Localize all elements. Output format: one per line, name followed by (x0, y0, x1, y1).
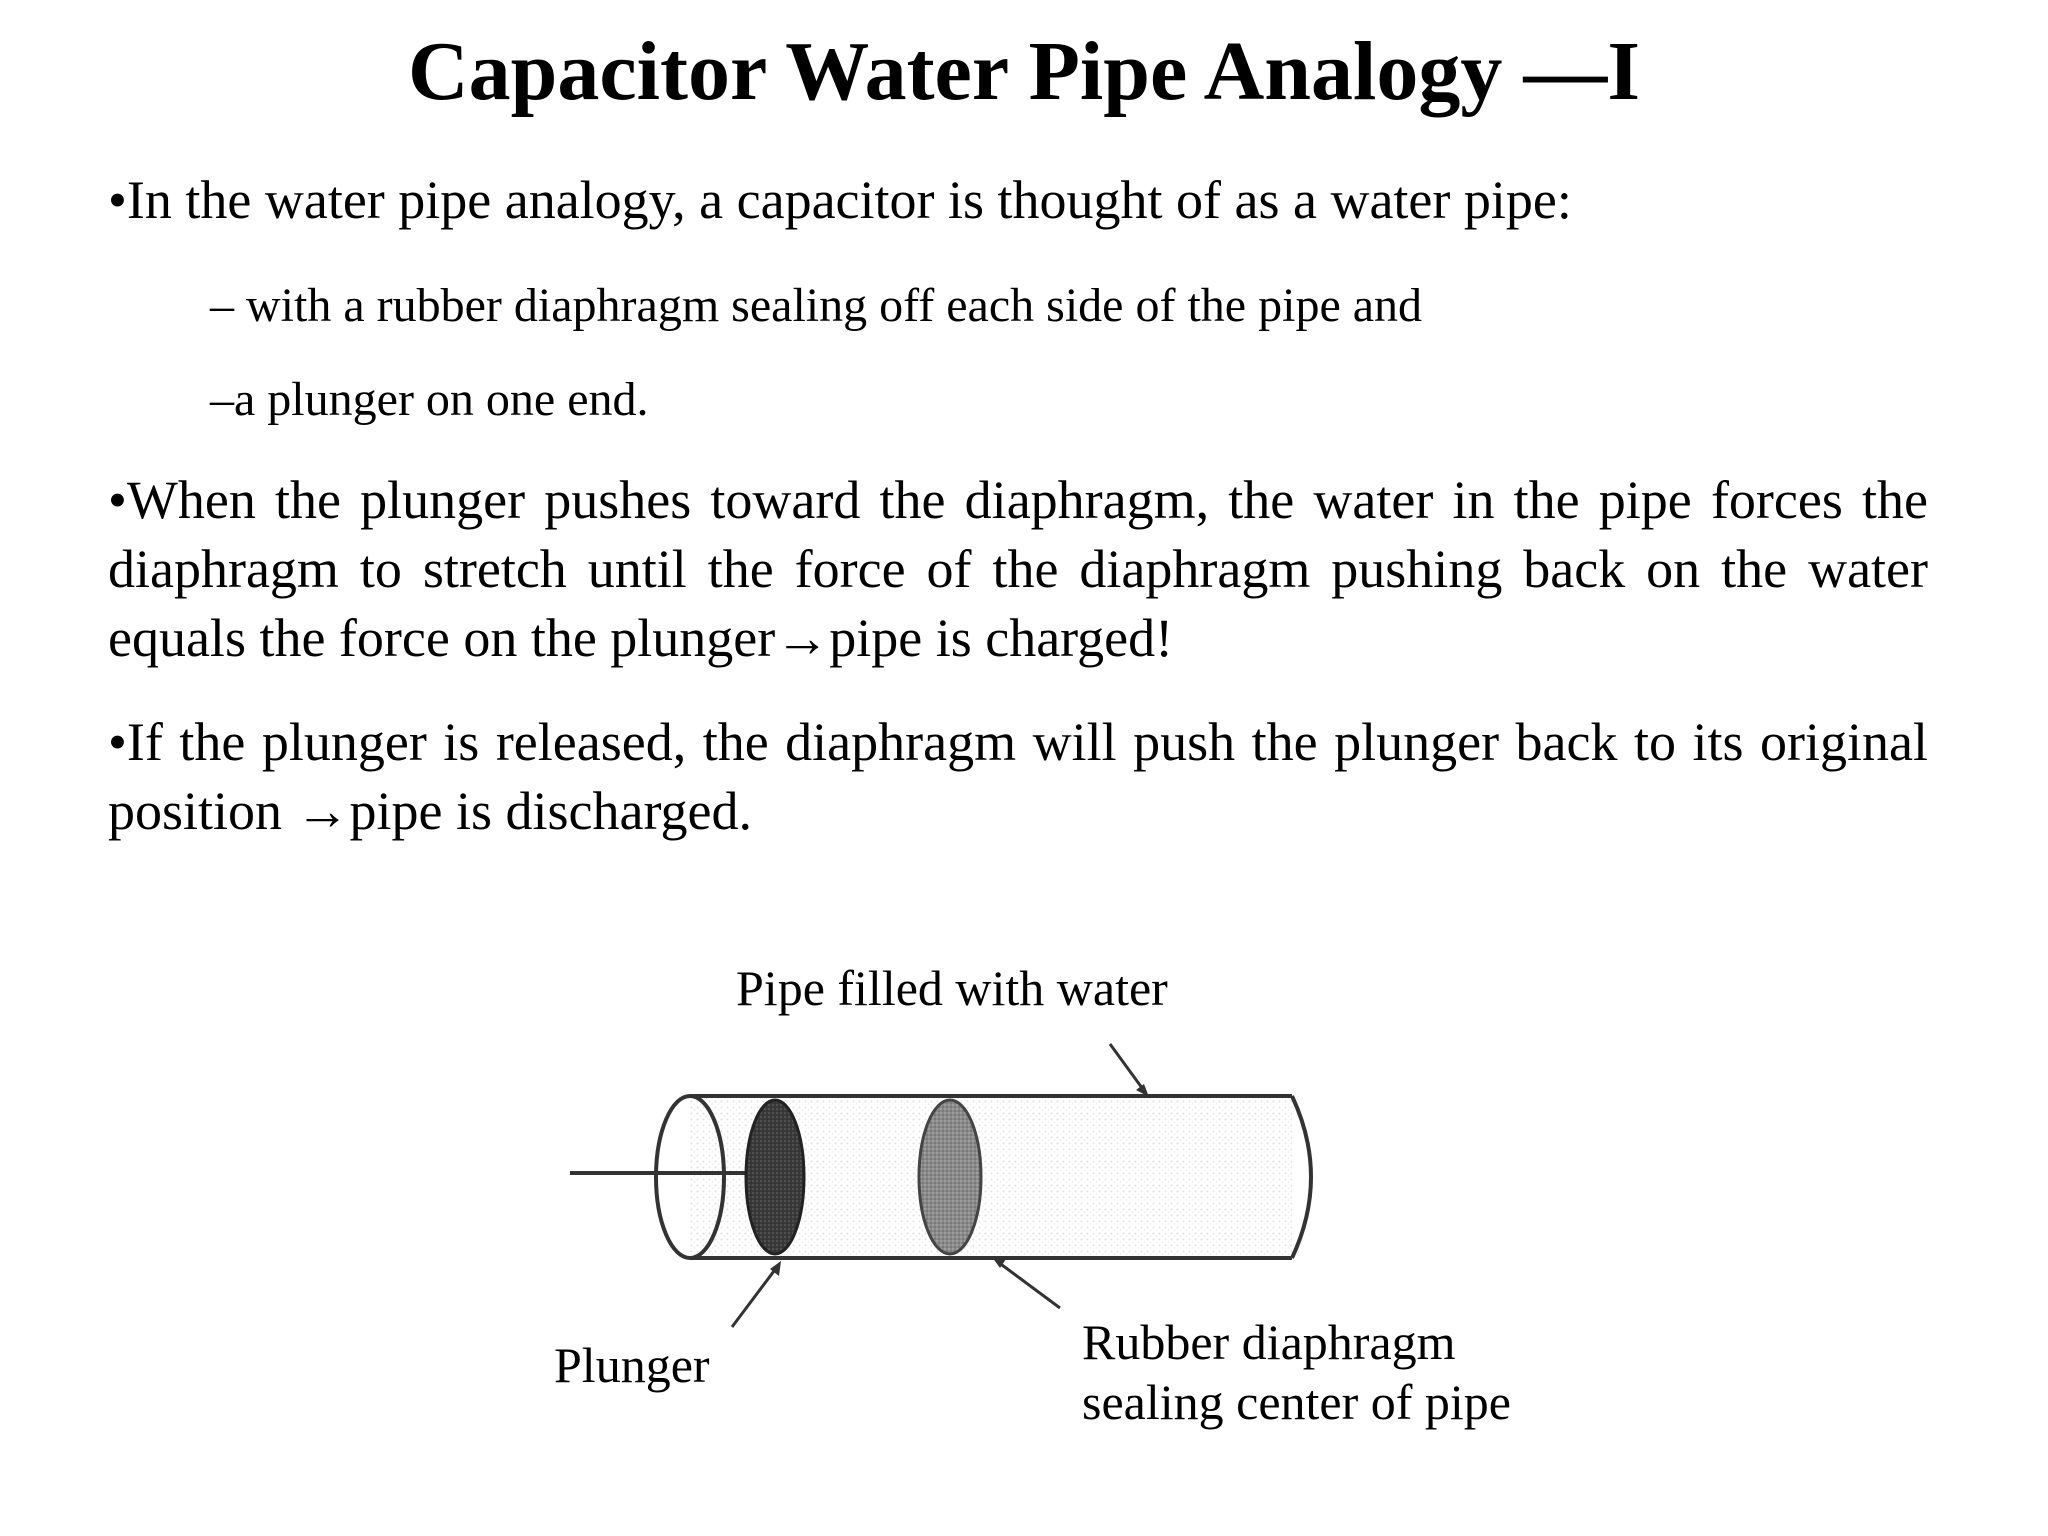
label-diaphragm-line1: Rubber diaphragm (1082, 1314, 1456, 1370)
rubber-diaphragm (919, 1100, 981, 1254)
diaphragm-arrow (998, 1262, 1060, 1308)
label-diaphragm-line2: sealing center of pipe (1082, 1374, 1511, 1430)
label-plunger: Plunger (554, 1337, 710, 1393)
bullet-discharge: •If the plunger is released, the diaphragm will push the plunger back to its original position →pipe is discharged. (108, 712, 1928, 841)
sub-item-plunger: –a plunger on one end. (210, 373, 649, 426)
bullet-charge: •When the plunger pushes toward the diaphragm, the water in the pipe forces the diaphragm to stretch until the force of the diaphragm pushing back on the water equals the force on the plunger→pipe is charged! (108, 470, 1928, 668)
bullet-intro: •In the water pipe analogy, a capacitor is thought of as a water pipe: (108, 170, 1572, 230)
pipe-diagram (540, 1040, 1360, 1340)
sub-item-diaphragm: – with a rubber diaphragm sealing off each side of the pipe and (210, 279, 1423, 332)
plunger-disc (746, 1100, 804, 1254)
slide-title: Capacitor Water Pipe Analogy —I (407, 25, 1641, 118)
plunger-arrow (732, 1267, 777, 1327)
label-pipe: Pipe filled with water (736, 960, 1168, 1016)
pipe-arrow (1110, 1044, 1145, 1092)
